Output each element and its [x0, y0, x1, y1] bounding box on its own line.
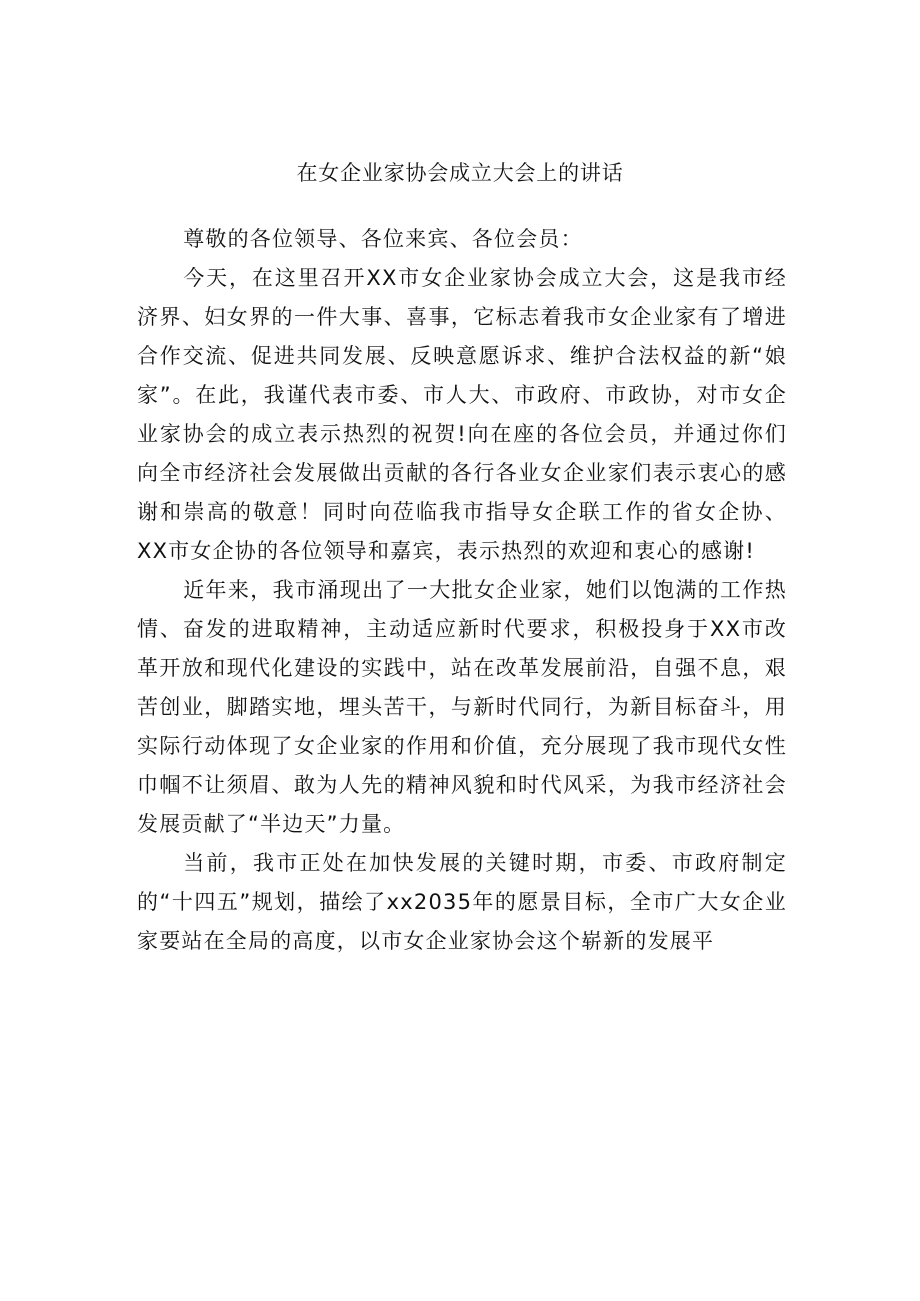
paragraph-3: 当前，我市正处在加快发展的关键时期，市委、市政府制定的“十四五”规划，描绘了xx2035年的愿景目标，全市广大女企业家要站在全局的高度，以市女企业家协会这个崭新的发展平 — [137, 851, 787, 953]
paragraph-1: 今天，在这里召开XX市女企业家协会成立大会，这是我市经济界、妇女界的一件大事、喜事，它标志着我市女企业家有了增进合作交流、促进共同发展、反映意愿诉求、维护合法权益的新“娘家”。在此，我谨代表市委、市人大、市政府、市政协，对市女企业家协会的成立表示热烈的祝贺!向在座的各位会员，并通过你们向全市经济社会发展做出贡献的各行各业女企业家们表示衷心的感谢和崇高的敬意！同时向莅临我市指导女企联工作的省女企协、XX市女企协的各位领导和嘉宾，表示热烈的欢迎和衷心的感谢! — [137, 266, 787, 563]
document-title: 在女企业家协会成立大会上的讲话 — [296, 161, 624, 185]
salutation: 尊敬的各位领导、各位来宾、各位会员： — [183, 227, 583, 251]
document-body — [137, 220, 787, 961]
paragraph-2: 近年来，我市涌现出了一大批女企业家，她们以饱满的工作热情、奋发的进取精神，主动适应新时代要求，积极投身于XX市改革开放和现代化建设的实践中，站在改革发展前沿，自强不息，艰苦创业，脚踏实地，埋头苦干，与新时代同行，为新目标奋斗，用实际行动体现了女企业家的作用和价值，充分展现了我市现代女性巾帼不让须眉、敢为人先的精神风貌和时代风采，为我市经济社会发展贡献了“半边天”力量。 — [137, 578, 787, 836]
